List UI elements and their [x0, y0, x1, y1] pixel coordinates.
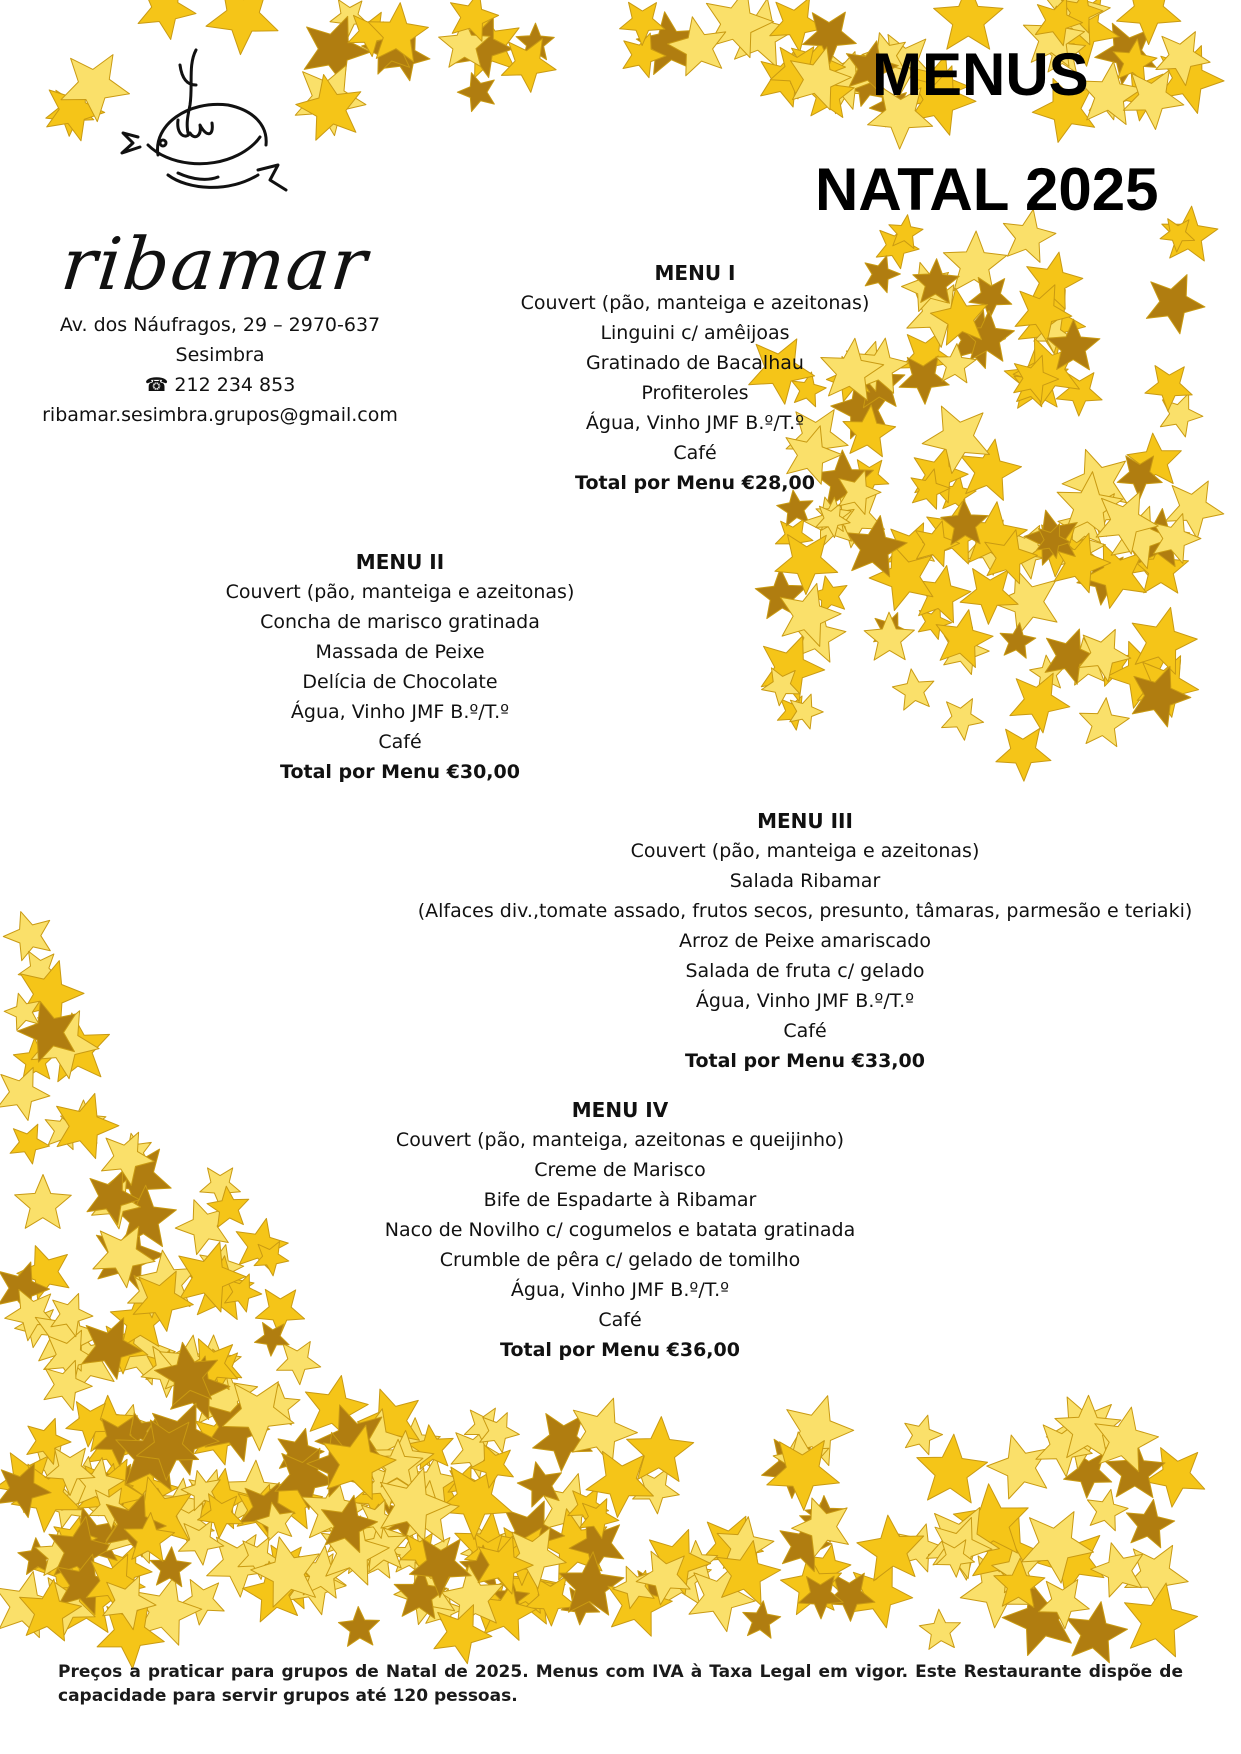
- menu-item: Água, Vinho JMF B.º/T.º: [585, 412, 805, 434]
- restaurant-name: ribamar: [57, 222, 373, 306]
- gold-star-icon: [457, 73, 494, 112]
- menu-item: Linguini c/ amêijoas: [600, 322, 790, 344]
- phone-line: [40, 370, 400, 400]
- menu-item: Concha de marisco gratinada: [260, 611, 540, 633]
- menu-item: Água, Vinho JMF B.º/T.º: [510, 1279, 730, 1301]
- menu-4: [350, 1095, 890, 1365]
- menu-item: Massada de Peixe: [315, 641, 485, 663]
- gold-star-icon: [138, 0, 196, 39]
- menu-header: MENU II: [355, 550, 445, 574]
- menu-item: Café: [598, 1309, 642, 1331]
- menu-item: Salada de fruta c/ gelado: [685, 960, 925, 982]
- gold-star-icon: [1145, 1448, 1205, 1508]
- menu-item: Arroz de Peixe amariscado: [679, 930, 931, 952]
- address-line1: Av. dos Náufragos, 29 – 2970-637: [59, 314, 381, 336]
- menu-item: Couvert (pão, manteiga e azeitonas): [225, 581, 575, 603]
- menu-1: [460, 258, 930, 498]
- address-line2: Sesimbra: [175, 344, 265, 366]
- menu-header: MENU IV: [571, 1098, 669, 1122]
- menu-item: Água, Vinho JMF B.º/T.º: [695, 990, 915, 1012]
- menu-item: Couvert (pão, manteiga e azeitonas): [520, 292, 870, 314]
- gold-star-icon: [942, 699, 984, 741]
- menu-item: Café: [378, 731, 422, 753]
- fisherman-fish-icon: [118, 45, 293, 200]
- gold-star-icon: [1146, 275, 1205, 334]
- gold-star-icon: [1000, 623, 1036, 659]
- page-title-line1: MENUS: [872, 41, 1089, 108]
- menu-item: Creme de Marisco: [534, 1159, 706, 1181]
- email-address[interactable]: ribamar.sesimbra.grupos@gmail.com: [42, 404, 398, 426]
- menu-total: Total por Menu €28,00: [575, 472, 815, 494]
- gold-star-icon: [3, 912, 50, 961]
- gold-star-icon: [743, 1601, 781, 1638]
- contact-block: [40, 310, 400, 430]
- footer-note: Preços a praticar para grupos de Natal de 2025. Menus com IVA à Taxa Legal em vigor. Este Restaurante dispõe de capacidade para servir grupos até 120 pessoas.: [58, 1662, 1183, 1706]
- gold-star-icon: [919, 1609, 960, 1649]
- gold-star-icon: [178, 1580, 224, 1626]
- gold-star-icon: [1080, 698, 1130, 747]
- menu-item: Naco de Novilho c/ cogumelos e batata gratinada: [384, 1219, 856, 1241]
- menu-item: Profiteroles: [641, 382, 749, 404]
- gold-star-icon: [15, 1175, 72, 1229]
- menu-total: Total por Menu €33,00: [685, 1050, 925, 1072]
- menu-total: Total por Menu €36,00: [500, 1339, 740, 1361]
- gold-star-icon: [1126, 1499, 1174, 1547]
- menu-item: Café: [783, 1020, 827, 1042]
- gold-star-icon: [905, 1415, 943, 1455]
- gold-star-icon: [277, 1342, 321, 1385]
- menu-item: Bife de Espadarte à Ribamar: [483, 1189, 757, 1211]
- menu-item: Café: [673, 442, 717, 464]
- menu-item: Couvert (pão, manteiga, azeitonas e queijinho): [395, 1129, 845, 1151]
- gold-star-icon: [1125, 1583, 1198, 1657]
- menu-header: MENU I: [654, 261, 736, 285]
- menu-item: Delícia de Chocolate: [302, 671, 498, 693]
- menu-header: MENU III: [757, 809, 853, 833]
- gold-star-icon: [892, 669, 934, 710]
- menu-2: [165, 547, 635, 787]
- gold-star-icon: [996, 728, 1051, 781]
- gold-star-icon: [1087, 1489, 1128, 1530]
- menu-item: (Alfaces div.,tomate assado, frutos secos, presunto, tâmaras, parmesão e teriaki): [417, 900, 1193, 922]
- gold-star-icon: [987, 1435, 1048, 1499]
- gold-star-icon: [864, 612, 914, 660]
- gold-star-icon: [338, 1607, 379, 1647]
- menu-item: Crumble de pêra c/ gelado de tomilho: [439, 1249, 801, 1271]
- menu-item: Água, Vinho JMF B.º/T.º: [290, 701, 510, 723]
- menu-item: Gratinado de Bacalhau: [586, 352, 804, 374]
- phone-icon: ☎: [144, 374, 169, 396]
- menu-3: [395, 806, 1215, 1076]
- gold-star-icon: [668, 17, 726, 76]
- menu-item: Salada Ribamar: [729, 870, 881, 892]
- page-title-line2: NATAL 2025: [815, 156, 1159, 223]
- gold-star-icon: [10, 1124, 50, 1164]
- phone-number[interactable]: 212 234 853: [174, 374, 296, 396]
- menu-total: Total por Menu €30,00: [280, 761, 520, 783]
- menu-item: Couvert (pão, manteiga e azeitonas): [630, 840, 980, 862]
